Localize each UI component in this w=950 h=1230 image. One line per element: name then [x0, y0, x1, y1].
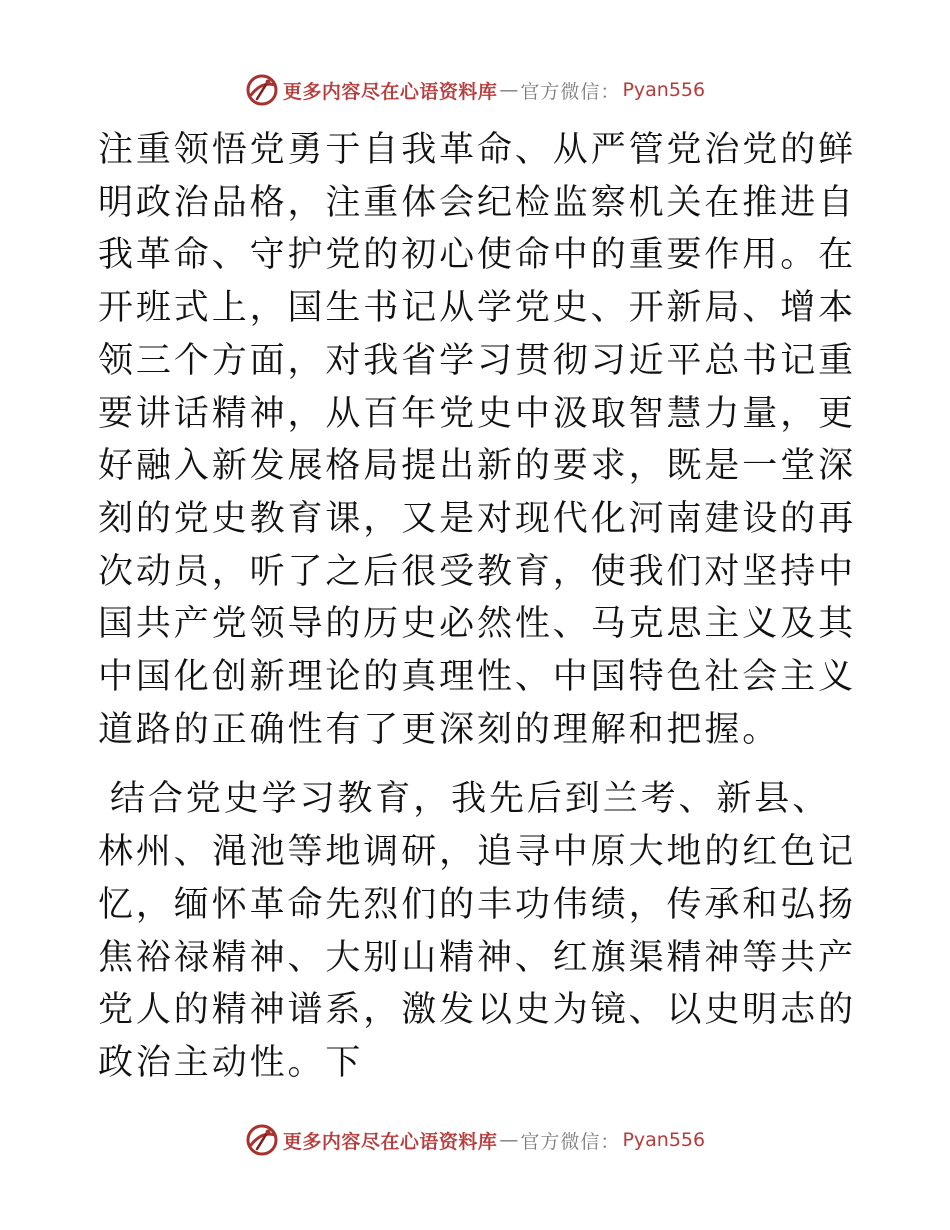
footer-wechat-id: Pyan556 [622, 1129, 706, 1151]
footer-watermark [0, 1120, 950, 1160]
brand-logo-icon [245, 1123, 279, 1157]
paragraph-2: 结合党史学习教育，我先后到兰考、新县、林州、渑池等地调研，追寻中原大地的红色记忆，缅怀革命先烈们的丰功伟绩，传承和弘扬焦裕禄精神、大别山精神、红旗渠精神等共产党人的精神谱系，激发以史为镜、以史明志的政治主动性。下 [98, 779, 857, 1083]
document-body [98, 124, 858, 1090]
footer-wechat-label: 官方微信： [520, 1130, 621, 1153]
footer-brand-text: 更多内容尽在心语资料库 [282, 1130, 498, 1153]
header-wechat-label: 官方微信： [520, 80, 621, 103]
header-watermark [0, 70, 950, 110]
header-brand-text: 更多内容尽在心语资料库 [282, 80, 498, 103]
brand-logo-icon [245, 73, 279, 107]
header-separator: — [499, 79, 519, 101]
paragraph-1: 注重领悟党勇于自我革命、从严管党治党的鲜明政治品格，注重体会纪检监察机关在推进自我革命、守护党的初心使命中的重要作用。在开班式上，国生书记从学党史、开新局、增本领三个方面，对我省学习贯彻习近平总书记重要讲话精神，从百年党史中汲取智慧力量，更好融入新发展格局提出新的要求，既是一堂深刻的党史教育课，又是对现代化河南建设的再次动员，听了之后很受教育，使我们对坚持中国共产党领导的历史必然性、马克思主义及其中国化创新理论的真理性、中国特色社会主义道路的正确性有了更深刻的理解和把握。 [98, 130, 857, 750]
header-wechat-id: Pyan556 [622, 79, 706, 101]
footer-separator: — [499, 1129, 519, 1151]
